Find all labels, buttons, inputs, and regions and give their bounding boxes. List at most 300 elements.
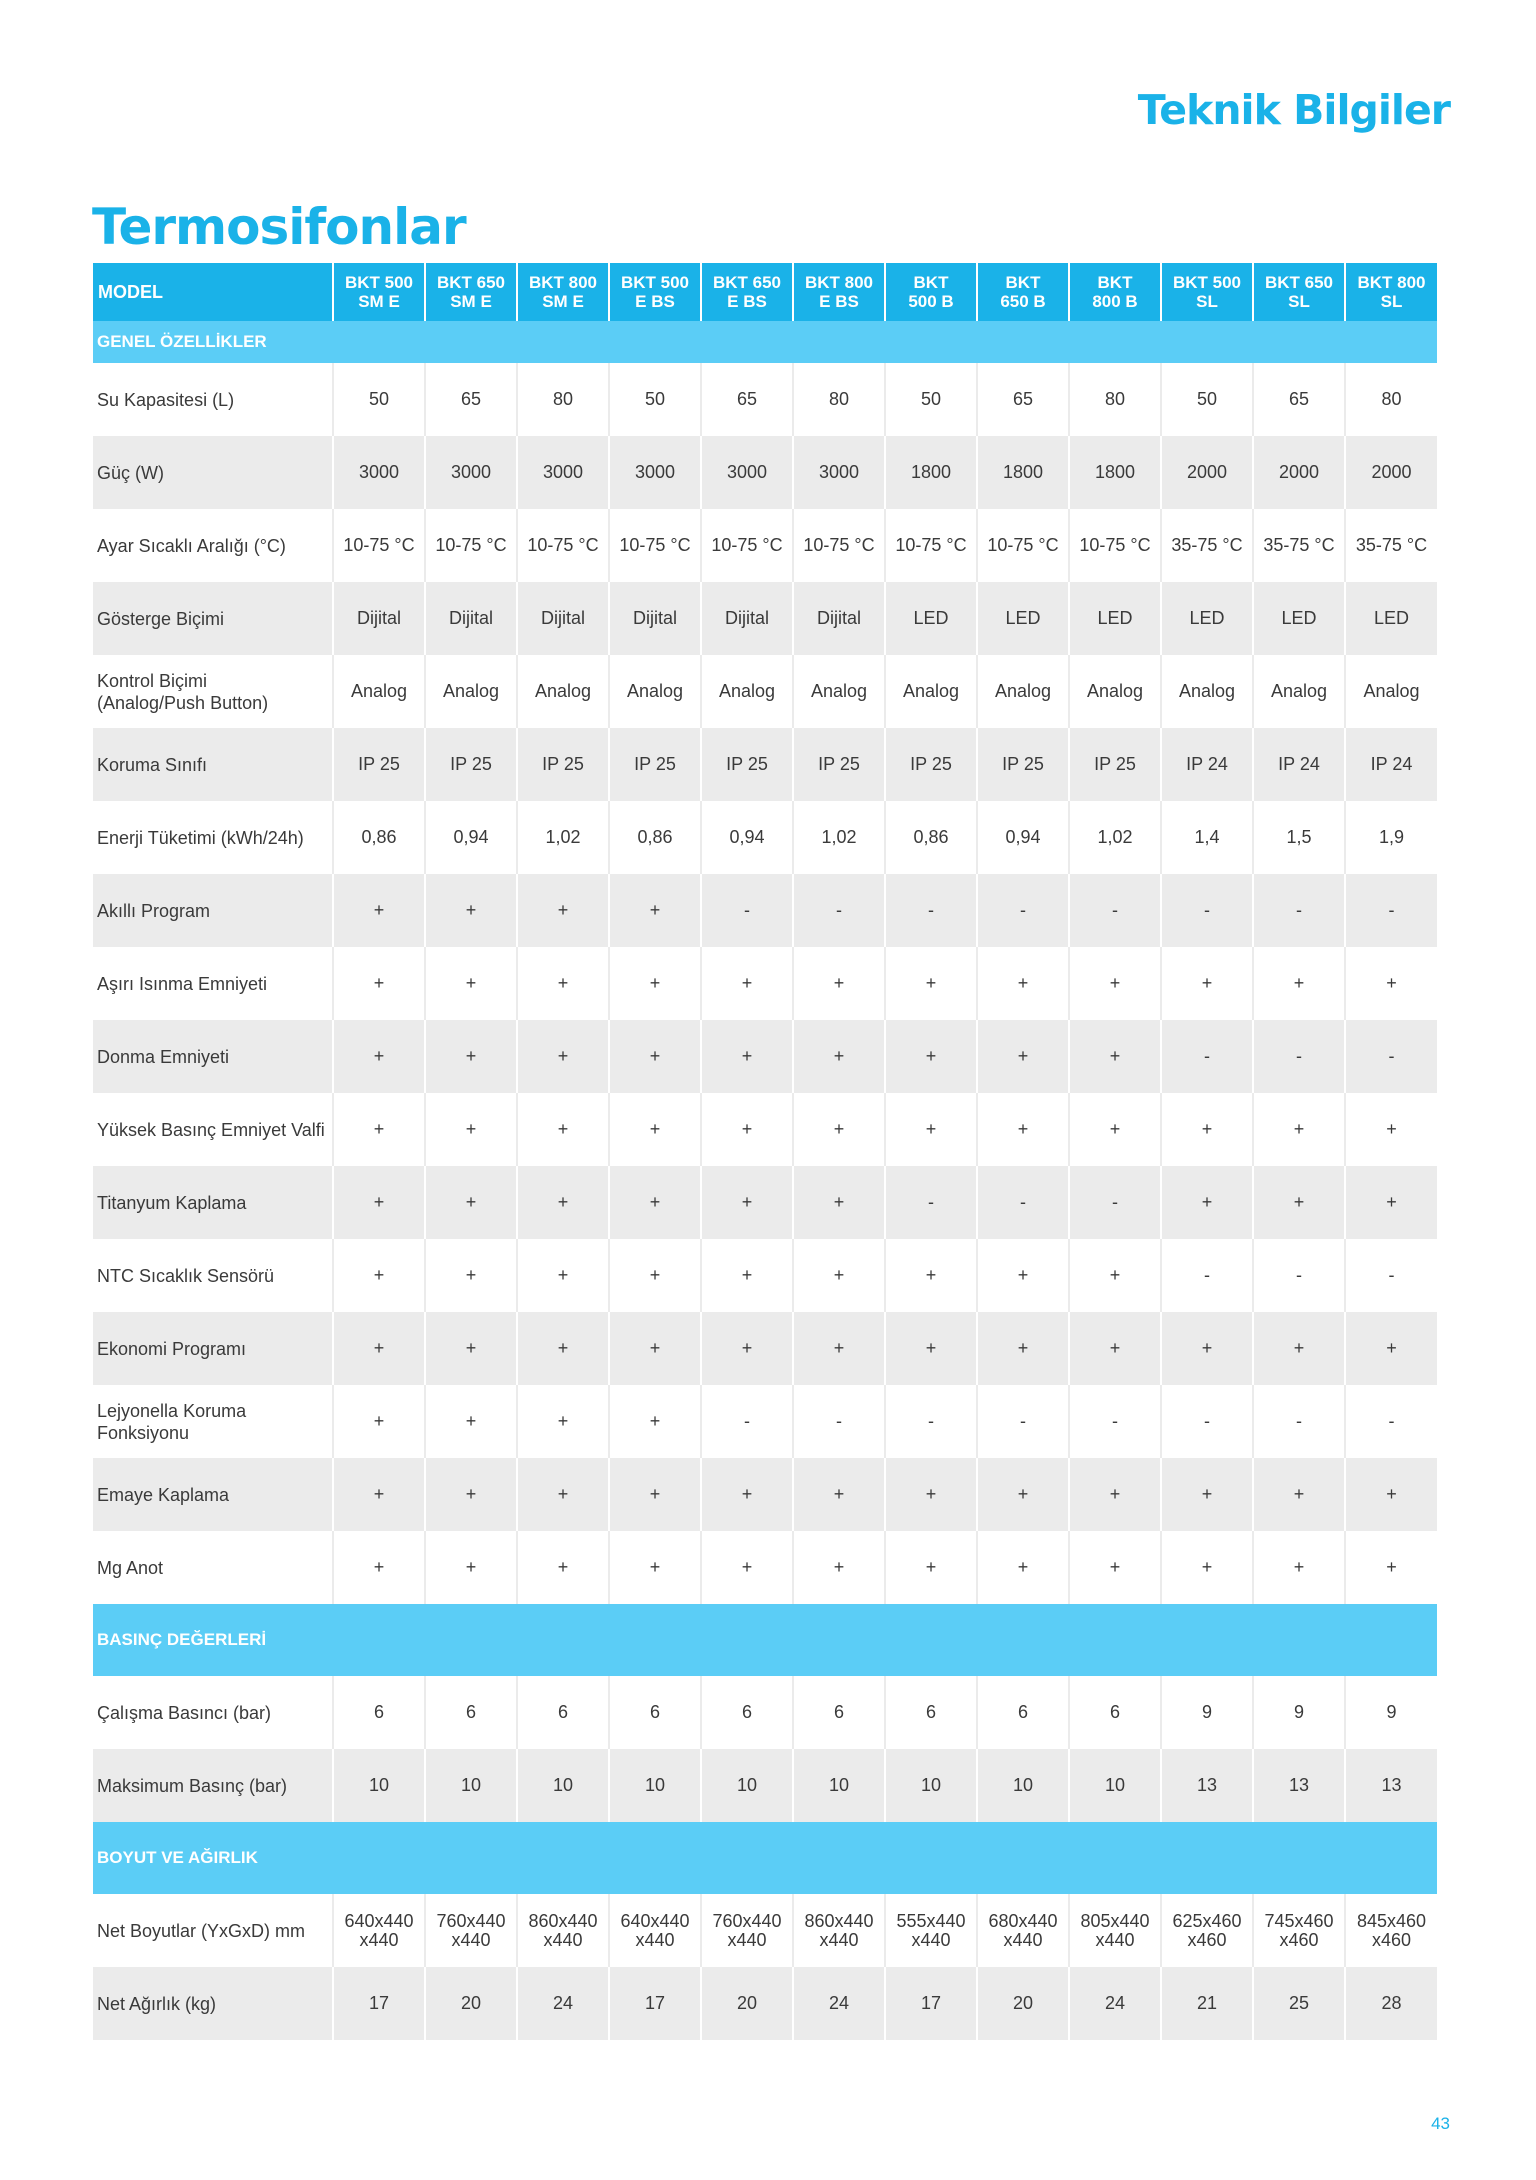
- table-cell: 10-75 °C: [885, 509, 977, 582]
- table-cell: 6: [517, 1676, 609, 1749]
- table-cell: 6: [333, 1676, 425, 1749]
- dimension-line: 640x440: [620, 1910, 690, 1931]
- row-label: [93, 436, 333, 509]
- table-row: [93, 728, 1437, 801]
- table-cell: +: [333, 874, 425, 947]
- table-cell: [517, 1894, 609, 1967]
- table-cell: +: [609, 1385, 701, 1458]
- table-row: [93, 1531, 1437, 1604]
- table-cell: -: [885, 1166, 977, 1239]
- dimension-line: 680x440: [988, 1910, 1058, 1931]
- table-cell: 21: [1161, 1967, 1253, 2040]
- model-header-line: 500 B: [908, 292, 954, 311]
- row-label-line: (Analog/Push Button): [97, 692, 269, 713]
- model-header-line: SM E: [542, 292, 584, 311]
- table-cell: +: [885, 947, 977, 1020]
- table-cell: -: [1345, 1239, 1437, 1312]
- table-cell: 6: [1069, 1676, 1161, 1749]
- table-cell: +: [609, 1531, 701, 1604]
- table-cell: +: [609, 947, 701, 1020]
- table-cell: +: [701, 1312, 793, 1385]
- table-cell: Analog: [425, 655, 517, 728]
- dimension-line: 760x440: [436, 1910, 506, 1931]
- row-label-line: Aşırı Isınma Emniyeti: [97, 973, 268, 994]
- table-row: [93, 1385, 1437, 1458]
- dimension-line: 640x440: [344, 1910, 414, 1931]
- table-cell: -: [1345, 1020, 1437, 1093]
- row-label: [93, 655, 333, 728]
- dimension-line: x440: [911, 1929, 951, 1950]
- table-cell: +: [609, 1166, 701, 1239]
- table-cell: +: [333, 1239, 425, 1312]
- table-cell: -: [1069, 1166, 1161, 1239]
- table-cell: +: [425, 874, 517, 947]
- table-cell: 35-75 °C: [1161, 509, 1253, 582]
- section-header: Teknik Bilgiler: [1137, 86, 1450, 134]
- table-cell: 17: [333, 1967, 425, 2040]
- table-cell: +: [609, 1312, 701, 1385]
- section-row: [93, 1822, 1437, 1894]
- dimension-line: x440: [1095, 1929, 1135, 1950]
- table-cell: LED: [1253, 582, 1345, 655]
- table-cell: +: [885, 1458, 977, 1531]
- model-header-line: BKT 500: [344, 273, 414, 292]
- table-cell: [1069, 1894, 1161, 1967]
- table-cell: +: [1069, 1239, 1161, 1312]
- table-cell: 20: [701, 1967, 793, 2040]
- table-cell: 0,94: [977, 801, 1069, 874]
- model-header: [1069, 263, 1161, 321]
- table-cell: [333, 1894, 425, 1967]
- table-cell: 10: [609, 1749, 701, 1822]
- row-label-line: Donma Emniyeti: [97, 1046, 230, 1067]
- table-cell: -: [1345, 874, 1437, 947]
- table-cell: 10-75 °C: [977, 509, 1069, 582]
- row-label: [93, 947, 333, 1020]
- table-cell: +: [517, 1166, 609, 1239]
- model-header: [793, 263, 885, 321]
- table-cell: IP 24: [1253, 728, 1345, 801]
- table-cell: 3000: [701, 436, 793, 509]
- row-label-line: Titanyum Kaplama: [97, 1192, 247, 1213]
- table-cell: 13: [1161, 1749, 1253, 1822]
- table-cell: +: [885, 1239, 977, 1312]
- model-header-line: E BS: [727, 292, 767, 311]
- table-cell: +: [333, 1166, 425, 1239]
- model-header-line: BKT 800: [1357, 273, 1426, 292]
- table-cell: 6: [425, 1676, 517, 1749]
- table-row: [93, 1967, 1437, 2040]
- table-cell: -: [1253, 1020, 1345, 1093]
- table-cell: +: [1161, 1312, 1253, 1385]
- table-cell: +: [333, 1312, 425, 1385]
- table-row: [93, 509, 1437, 582]
- row-label-line: Güç (W): [97, 462, 164, 483]
- section-title: BASINÇ DEĞERLERİ: [93, 1604, 1437, 1676]
- table-cell: +: [517, 947, 609, 1020]
- table-cell: +: [1069, 1020, 1161, 1093]
- row-label: [93, 1093, 333, 1166]
- table-cell: 0,86: [609, 801, 701, 874]
- table-cell: 0,94: [425, 801, 517, 874]
- table-cell: [1161, 1894, 1253, 1967]
- model-header-line: E BS: [819, 292, 859, 311]
- section-row: [93, 1604, 1437, 1676]
- table-cell: 50: [885, 363, 977, 436]
- table-cell: Dijital: [793, 582, 885, 655]
- row-label-line: Emaye Kaplama: [97, 1484, 230, 1505]
- row-label-line: Net Ağırlık (kg): [97, 1993, 217, 2014]
- dimension-line: x440: [1003, 1929, 1043, 1950]
- table-cell: 1800: [885, 436, 977, 509]
- table-cell: Analog: [1345, 655, 1437, 728]
- model-header-line: BKT: [1005, 273, 1041, 292]
- row-label: [93, 1749, 333, 1822]
- dimension-line: x440: [451, 1929, 491, 1950]
- table-cell: +: [609, 1093, 701, 1166]
- table-cell: -: [701, 1385, 793, 1458]
- model-header: [1161, 263, 1253, 321]
- table-row: [93, 436, 1437, 509]
- row-label: [93, 1967, 333, 2040]
- table-row: [93, 1676, 1437, 1749]
- table-cell: +: [609, 1239, 701, 1312]
- table-cell: +: [793, 1312, 885, 1385]
- table-row: [93, 1458, 1437, 1531]
- table-cell: IP 24: [1161, 728, 1253, 801]
- model-header: [517, 263, 609, 321]
- table-cell: 1800: [977, 436, 1069, 509]
- table-cell: 10: [425, 1749, 517, 1822]
- table-cell: +: [425, 1531, 517, 1604]
- table-cell: +: [1345, 947, 1437, 1020]
- dimension-line: x440: [819, 1929, 859, 1950]
- dimension-line: x440: [635, 1929, 675, 1950]
- model-header-line: BKT: [1097, 273, 1133, 292]
- table-cell: +: [1345, 1166, 1437, 1239]
- model-header-line: BKT 500: [1172, 273, 1242, 292]
- table-cell: +: [425, 1093, 517, 1166]
- table-cell: +: [977, 1312, 1069, 1385]
- table-cell: 24: [793, 1967, 885, 2040]
- table-cell: Dijital: [333, 582, 425, 655]
- table-cell: -: [1161, 1239, 1253, 1312]
- table-cell: +: [701, 1020, 793, 1093]
- table-cell: -: [1161, 1385, 1253, 1458]
- table-row: [93, 1312, 1437, 1385]
- table-cell: [977, 1894, 1069, 1967]
- row-label-line: Maksimum Basınç (bar): [97, 1775, 288, 1796]
- table-cell: 50: [609, 363, 701, 436]
- section-title: GENEL ÖZELLİKLER: [93, 321, 1437, 363]
- model-header: [609, 263, 701, 321]
- table-cell: 0,86: [885, 801, 977, 874]
- table-cell: 3000: [609, 436, 701, 509]
- table-cell: 1,4: [1161, 801, 1253, 874]
- table-cell: 65: [425, 363, 517, 436]
- table-cell: +: [333, 1385, 425, 1458]
- table-cell: +: [1069, 1531, 1161, 1604]
- table-cell: 20: [977, 1967, 1069, 2040]
- table-cell: -: [701, 874, 793, 947]
- table-cell: +: [1069, 1093, 1161, 1166]
- table-cell: Analog: [1253, 655, 1345, 728]
- dimension-line: x440: [727, 1929, 767, 1950]
- table-cell: 13: [1253, 1749, 1345, 1822]
- table-row: [93, 363, 1437, 436]
- table-cell: [793, 1894, 885, 1967]
- table-cell: Analog: [609, 655, 701, 728]
- table-cell: 24: [1069, 1967, 1161, 2040]
- page-title: Termosifonlar: [92, 198, 466, 256]
- table-row: [93, 801, 1437, 874]
- model-header: [1345, 263, 1437, 321]
- table-cell: 2000: [1253, 436, 1345, 509]
- table-cell: +: [793, 1531, 885, 1604]
- table-cell: -: [977, 874, 1069, 947]
- table-row: [93, 1020, 1437, 1093]
- table-cell: +: [517, 1239, 609, 1312]
- model-header-line: E BS: [635, 292, 675, 311]
- table-cell: Analog: [885, 655, 977, 728]
- table-cell: LED: [1345, 582, 1437, 655]
- table-cell: 3000: [425, 436, 517, 509]
- table-cell: Analog: [517, 655, 609, 728]
- table-header-row: [93, 263, 1437, 321]
- table-row: [93, 1894, 1437, 1967]
- table-cell: [885, 1894, 977, 1967]
- row-label: [93, 1458, 333, 1531]
- table-row: [93, 874, 1437, 947]
- table-cell: 1800: [1069, 436, 1161, 509]
- table-cell: IP 25: [701, 728, 793, 801]
- table-cell: IP 25: [793, 728, 885, 801]
- table-cell: +: [793, 947, 885, 1020]
- model-header-line: 800 B: [1092, 292, 1138, 311]
- table-cell: 10-75 °C: [701, 509, 793, 582]
- table-cell: +: [793, 1458, 885, 1531]
- table-cell: [425, 1894, 517, 1967]
- table-cell: 6: [885, 1676, 977, 1749]
- table-cell: 6: [701, 1676, 793, 1749]
- table-cell: +: [1253, 1458, 1345, 1531]
- dimension-line: 745x460: [1264, 1910, 1334, 1931]
- table-row: [93, 655, 1437, 728]
- table-cell: +: [517, 1458, 609, 1531]
- model-header-line: BKT: [913, 273, 949, 292]
- table-cell: -: [885, 874, 977, 947]
- dimension-line: 805x440: [1080, 1910, 1150, 1931]
- table-cell: +: [1253, 947, 1345, 1020]
- table-cell: +: [1253, 1093, 1345, 1166]
- table-cell: -: [1253, 1385, 1345, 1458]
- row-label: [93, 1676, 333, 1749]
- row-label-line: Lejyonella Koruma: [97, 1400, 247, 1421]
- model-header: [1253, 263, 1345, 321]
- table-cell: +: [977, 1458, 1069, 1531]
- table-row: [93, 582, 1437, 655]
- row-label: [93, 1531, 333, 1604]
- table-cell: +: [1161, 1166, 1253, 1239]
- table-cell: +: [333, 1531, 425, 1604]
- table-cell: 20: [425, 1967, 517, 2040]
- table-cell: IP 25: [517, 728, 609, 801]
- table-cell: -: [793, 1385, 885, 1458]
- table-cell: 6: [977, 1676, 1069, 1749]
- table-cell: 50: [1161, 363, 1253, 436]
- table-cell: 10-75 °C: [1069, 509, 1161, 582]
- table-cell: +: [425, 1458, 517, 1531]
- row-label: [93, 1166, 333, 1239]
- table-cell: +: [885, 1531, 977, 1604]
- table-cell: +: [701, 947, 793, 1020]
- table-cell: 9: [1161, 1676, 1253, 1749]
- row-label-line: NTC Sıcaklık Sensörü: [97, 1265, 275, 1286]
- table-cell: +: [885, 1020, 977, 1093]
- row-label: [93, 363, 333, 436]
- model-header: [425, 263, 517, 321]
- table-cell: +: [333, 947, 425, 1020]
- table-cell: 10-75 °C: [425, 509, 517, 582]
- row-label: [93, 801, 333, 874]
- table-cell: +: [1161, 947, 1253, 1020]
- table-cell: 80: [1069, 363, 1161, 436]
- model-header-line: BKT 500: [620, 273, 690, 292]
- table-cell: Dijital: [517, 582, 609, 655]
- table-cell: +: [425, 1312, 517, 1385]
- model-header-line: BKT 650: [712, 273, 782, 292]
- spec-table: [93, 263, 1437, 2040]
- table-cell: +: [425, 1385, 517, 1458]
- table-cell: -: [1253, 874, 1345, 947]
- table-row: [93, 1166, 1437, 1239]
- table-cell: 0,86: [333, 801, 425, 874]
- table-cell: -: [1345, 1385, 1437, 1458]
- table-cell: +: [701, 1531, 793, 1604]
- table-cell: 65: [977, 363, 1069, 436]
- table-cell: 35-75 °C: [1253, 509, 1345, 582]
- dimension-line: x440: [543, 1929, 583, 1950]
- row-label-line: Enerji Tüketimi (kWh/24h): [97, 827, 304, 848]
- table-cell: [609, 1894, 701, 1967]
- row-label-line: Ekonomi Programı: [97, 1338, 247, 1359]
- row-label-line: Ayar Sıcaklı Aralığı (°C): [97, 535, 286, 556]
- row-label: [93, 582, 333, 655]
- table-cell: +: [517, 1385, 609, 1458]
- table-cell: +: [517, 1312, 609, 1385]
- row-label: [93, 728, 333, 801]
- row-label-line: Mg Anot: [97, 1557, 164, 1578]
- table-cell: 24: [517, 1967, 609, 2040]
- table-cell: IP 25: [1069, 728, 1161, 801]
- table-cell: +: [977, 1531, 1069, 1604]
- model-header-line: SM E: [358, 292, 400, 311]
- table-cell: +: [609, 874, 701, 947]
- dimension-line: x440: [359, 1929, 399, 1950]
- model-header: [885, 263, 977, 321]
- table-cell: +: [425, 1166, 517, 1239]
- table-cell: +: [701, 1093, 793, 1166]
- table-cell: +: [1161, 1458, 1253, 1531]
- table-cell: LED: [1069, 582, 1161, 655]
- model-header-line: 650 B: [1000, 292, 1046, 311]
- table-cell: IP 25: [425, 728, 517, 801]
- model-column-label: MODEL: [93, 263, 333, 321]
- table-cell: +: [701, 1166, 793, 1239]
- table-cell: [1345, 1894, 1437, 1967]
- row-label: [93, 1020, 333, 1093]
- table-cell: IP 25: [609, 728, 701, 801]
- table-cell: 2000: [1161, 436, 1253, 509]
- table-cell: +: [333, 1458, 425, 1531]
- row-label-line: Net Boyutlar (YxGxD) mm: [97, 1920, 306, 1941]
- dimension-line: 860x440: [804, 1910, 874, 1931]
- table-cell: 10: [517, 1749, 609, 1822]
- row-label: [93, 1239, 333, 1312]
- model-header-line: BKT 650: [1264, 273, 1334, 292]
- row-label: [93, 1312, 333, 1385]
- table-cell: +: [1345, 1093, 1437, 1166]
- table-cell: +: [1069, 947, 1161, 1020]
- table-row: [93, 947, 1437, 1020]
- table-cell: Analog: [793, 655, 885, 728]
- table-cell: +: [977, 1239, 1069, 1312]
- model-header-line: BKT 800: [528, 273, 598, 292]
- table-cell: +: [977, 1093, 1069, 1166]
- table-cell: 25: [1253, 1967, 1345, 2040]
- table-cell: 65: [1253, 363, 1345, 436]
- table-cell: IP 24: [1345, 728, 1437, 801]
- dimension-line: x460: [1187, 1929, 1227, 1950]
- table-cell: 1,02: [517, 801, 609, 874]
- table-cell: +: [701, 1458, 793, 1531]
- table-cell: 10-75 °C: [517, 509, 609, 582]
- table-cell: LED: [1161, 582, 1253, 655]
- row-label: [93, 1385, 333, 1458]
- row-label: [93, 1894, 333, 1967]
- table-cell: -: [1253, 1239, 1345, 1312]
- table-cell: LED: [885, 582, 977, 655]
- table-cell: +: [333, 1093, 425, 1166]
- table-cell: +: [1069, 1458, 1161, 1531]
- table-cell: 17: [609, 1967, 701, 2040]
- table-cell: 28: [1345, 1967, 1437, 2040]
- table-cell: 10-75 °C: [333, 509, 425, 582]
- table-cell: +: [977, 947, 1069, 1020]
- table-cell: 2000: [1345, 436, 1437, 509]
- table-cell: Dijital: [425, 582, 517, 655]
- row-label-line: Yüksek Basınç Emniyet Valfi: [97, 1119, 325, 1140]
- row-label-line: Fonksiyonu: [97, 1422, 190, 1443]
- table-cell: +: [1345, 1531, 1437, 1604]
- table-cell: 9: [1345, 1676, 1437, 1749]
- dimension-line: x460: [1371, 1929, 1412, 1950]
- table-cell: +: [793, 1166, 885, 1239]
- table-cell: +: [1345, 1458, 1437, 1531]
- table-cell: +: [793, 1093, 885, 1166]
- table-cell: -: [1069, 1385, 1161, 1458]
- row-label-line: Akıllı Program: [97, 900, 211, 921]
- table-cell: -: [1069, 874, 1161, 947]
- table-cell: +: [793, 1020, 885, 1093]
- table-cell: 10: [333, 1749, 425, 1822]
- table-cell: LED: [977, 582, 1069, 655]
- model-header: [977, 263, 1069, 321]
- dimension-line: 625x460: [1172, 1910, 1242, 1931]
- table-cell: +: [1161, 1531, 1253, 1604]
- table-cell: 10: [977, 1749, 1069, 1822]
- table-cell: +: [517, 1093, 609, 1166]
